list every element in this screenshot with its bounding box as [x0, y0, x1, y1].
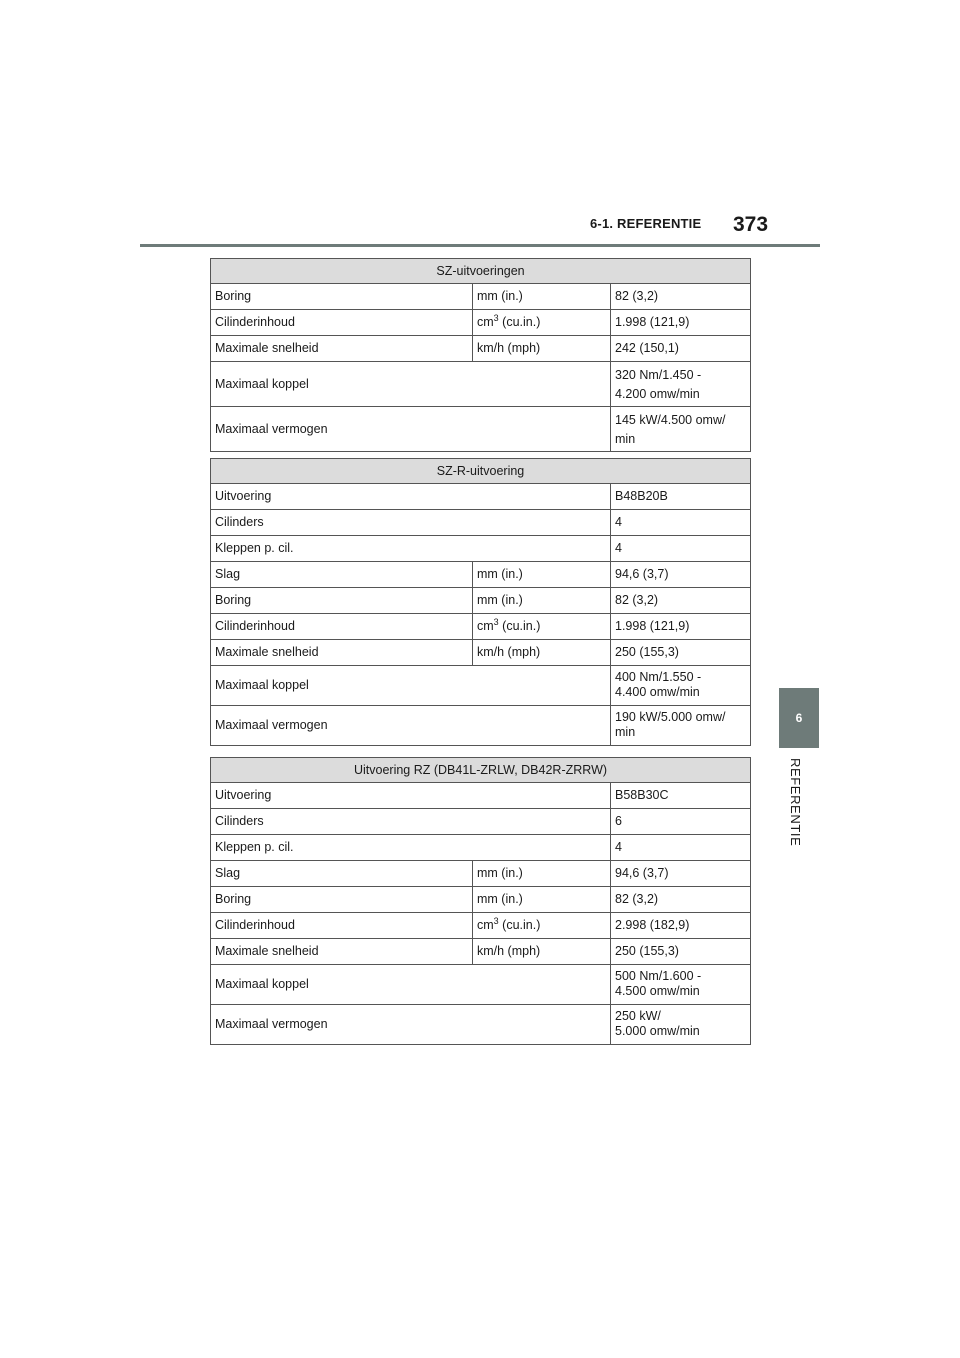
table-header-row	[211, 459, 751, 484]
table-row	[211, 510, 751, 536]
row-value	[611, 666, 751, 706]
row-unit: mm (in.)	[473, 588, 611, 614]
row-value	[611, 362, 751, 407]
row-value: 1.998 (121,9)	[611, 310, 751, 336]
row-value	[611, 1005, 751, 1045]
row-value: 1.998 (121,9)	[611, 614, 751, 640]
unit-superscript: 3	[493, 616, 499, 627]
row-label: Cilinderinhoud	[211, 913, 473, 939]
table-row	[211, 809, 751, 835]
table-row	[211, 965, 751, 1005]
row-label: Slag	[211, 562, 473, 588]
row-value: 250 (155,3)	[611, 640, 751, 666]
unit-rest: (cu.in.)	[498, 918, 541, 932]
row-value: 2.998 (182,9)	[611, 913, 751, 939]
row-unit	[473, 310, 611, 336]
unit-base: cm	[477, 315, 494, 329]
table-row	[211, 913, 751, 939]
row-unit	[473, 614, 611, 640]
value-line-1: 320 Nm/1.450 -	[615, 368, 702, 382]
value-line-1: 500 Nm/1.600 -	[615, 969, 702, 983]
value-line-1: 250 kW/	[615, 1009, 661, 1023]
row-unit: mm (in.)	[473, 284, 611, 310]
spec-table-szr	[210, 458, 751, 746]
table-title: SZ-R-uitvoering	[211, 459, 751, 484]
table-row	[211, 1005, 751, 1045]
table-header-row	[211, 259, 751, 284]
row-value: 82 (3,2)	[611, 887, 751, 913]
table-row	[211, 310, 751, 336]
chapter-number: 6	[795, 711, 803, 725]
row-label: Boring	[211, 588, 473, 614]
row-label: Maximaal koppel	[211, 965, 611, 1005]
row-label: Cilinderinhoud	[211, 614, 473, 640]
unit-superscript: 3	[493, 915, 499, 926]
table-row	[211, 562, 751, 588]
row-label: Cilinders	[211, 510, 611, 536]
value-line-1: 400 Nm/1.550 -	[615, 670, 702, 684]
table-title: SZ-uitvoeringen	[211, 259, 751, 284]
row-value: 4	[611, 536, 751, 562]
value-line-1: 145 kW/4.500 omw/	[615, 413, 726, 427]
spec-table-sz	[210, 258, 751, 452]
value-line-2: min	[615, 725, 636, 739]
table-row	[211, 536, 751, 562]
row-value: 82 (3,2)	[611, 284, 751, 310]
row-label: Maximale snelheid	[211, 336, 473, 362]
row-unit: mm (in.)	[473, 887, 611, 913]
row-unit: mm (in.)	[473, 861, 611, 887]
table-title: Uitvoering RZ (DB41L-ZRLW, DB42R-ZRRW)	[211, 758, 751, 783]
row-label: Maximale snelheid	[211, 640, 473, 666]
table-row	[211, 362, 751, 407]
row-unit: km/h (mph)	[473, 939, 611, 965]
value-line-2: 4.400 omw/min	[615, 685, 700, 699]
row-unit: km/h (mph)	[473, 640, 611, 666]
row-label: Maximaal vermogen	[211, 1005, 611, 1045]
table-row	[211, 835, 751, 861]
row-label: Cilinderinhoud	[211, 310, 473, 336]
row-label: Boring	[211, 887, 473, 913]
row-label: Maximaal koppel	[211, 666, 611, 706]
row-label: Slag	[211, 861, 473, 887]
table-row	[211, 861, 751, 887]
table-row	[211, 706, 751, 746]
row-unit: mm (in.)	[473, 562, 611, 588]
row-label: Maximaal vermogen	[211, 706, 611, 746]
row-unit: km/h (mph)	[473, 336, 611, 362]
row-label: Uitvoering	[211, 484, 611, 510]
table-row	[211, 783, 751, 809]
row-label: Boring	[211, 284, 473, 310]
row-value: 82 (3,2)	[611, 588, 751, 614]
row-value: 94,6 (3,7)	[611, 861, 751, 887]
value-line-2: 5.000 omw/min	[615, 1024, 700, 1038]
table-row	[211, 407, 751, 452]
row-value: B58B30C	[611, 783, 751, 809]
row-label: Cilinders	[211, 809, 611, 835]
row-label: Maximaal koppel	[211, 362, 611, 407]
table-row	[211, 484, 751, 510]
table-header-row	[211, 758, 751, 783]
spec-table-rz	[210, 757, 751, 1045]
row-label: Maximale snelheid	[211, 939, 473, 965]
row-value	[611, 407, 751, 452]
row-value: 242 (150,1)	[611, 336, 751, 362]
row-value: B48B20B	[611, 484, 751, 510]
table-row	[211, 887, 751, 913]
row-value: 94,6 (3,7)	[611, 562, 751, 588]
row-unit	[473, 913, 611, 939]
row-label: Maximaal vermogen	[211, 407, 611, 452]
table-row	[211, 336, 751, 362]
value-line-2: min	[615, 432, 636, 446]
section-title: 6-1. REFERENTIE	[590, 216, 702, 231]
unit-superscript: 3	[493, 312, 499, 323]
chapter-side-label: REFERENTIE	[788, 758, 803, 847]
header-divider	[140, 244, 820, 247]
table-row	[211, 666, 751, 706]
value-line-2: 4.500 omw/min	[615, 984, 700, 998]
row-label: Uitvoering	[211, 783, 611, 809]
row-value: 6	[611, 809, 751, 835]
unit-base: cm	[477, 619, 494, 633]
row-label: Kleppen p. cil.	[211, 536, 611, 562]
table-row	[211, 640, 751, 666]
row-value	[611, 706, 751, 746]
table-row	[211, 284, 751, 310]
value-line-2: 4.200 omw/min	[615, 387, 700, 401]
unit-base: cm	[477, 918, 494, 932]
row-value: 4	[611, 510, 751, 536]
row-value	[611, 965, 751, 1005]
table-row	[211, 939, 751, 965]
table-row	[211, 588, 751, 614]
row-label: Kleppen p. cil.	[211, 835, 611, 861]
table-row	[211, 614, 751, 640]
page-number: 373	[733, 213, 769, 236]
unit-rest: (cu.in.)	[498, 619, 541, 633]
row-value: 250 (155,3)	[611, 939, 751, 965]
row-value: 4	[611, 835, 751, 861]
chapter-tab	[779, 688, 819, 748]
value-line-1: 190 kW/5.000 omw/	[615, 710, 726, 724]
unit-rest: (cu.in.)	[498, 315, 541, 329]
